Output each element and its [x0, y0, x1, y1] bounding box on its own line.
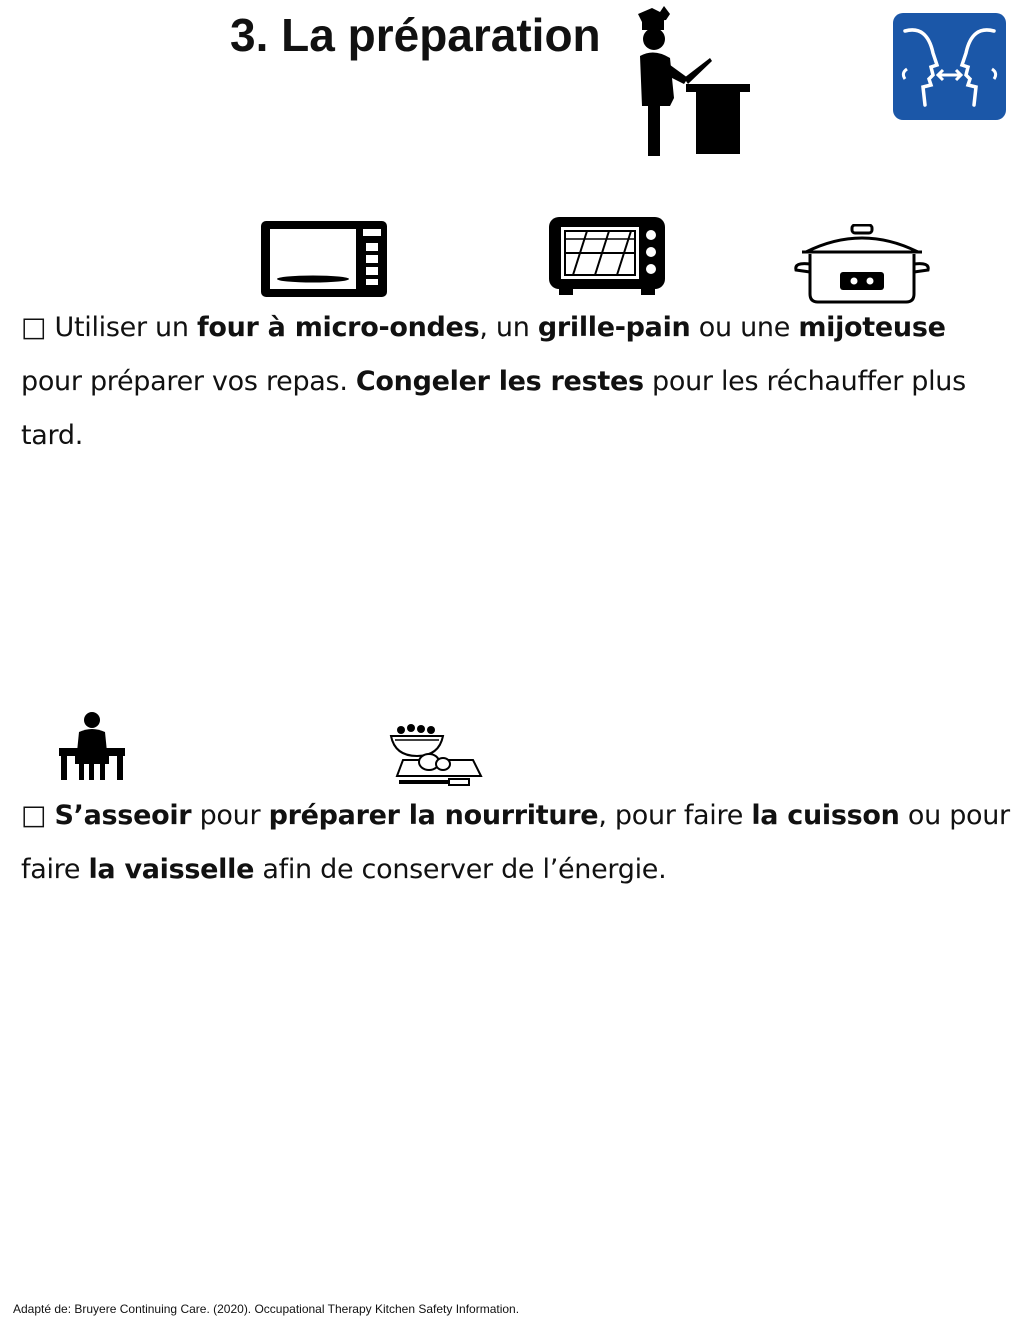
chef-cutting-icon	[630, 6, 755, 158]
instruction-appliances: □ Utiliser un four à micro-ondes, un grille-pain ou une mijoteuse pour préparer vos repas. Congeler les restes pour les réchauffer plus tard.	[21, 312, 966, 451]
communication-faces-icon	[893, 13, 1006, 120]
slow-cooker-icon	[792, 224, 932, 306]
person-seated-table-icon	[59, 712, 125, 780]
checkbox-appliances[interactable]: □	[21, 312, 47, 343]
microwave-icon	[259, 219, 389, 299]
toaster-oven-icon	[547, 215, 667, 297]
checkbox-sitting[interactable]: □	[21, 800, 47, 831]
source-citation: Adapté de: Bruyere Continuing Care. (2020). Occupational Therapy Kitchen Safety Information.	[13, 1302, 520, 1316]
page-title: 3. La préparation	[230, 9, 601, 61]
cutting-board-icon	[389, 724, 483, 790]
instruction-sitting: □ S’asseoir pour préparer la nourriture, pour faire la cuisson ou pour faire la vaisselle afin de conserver de l’énergie.	[21, 800, 1010, 885]
